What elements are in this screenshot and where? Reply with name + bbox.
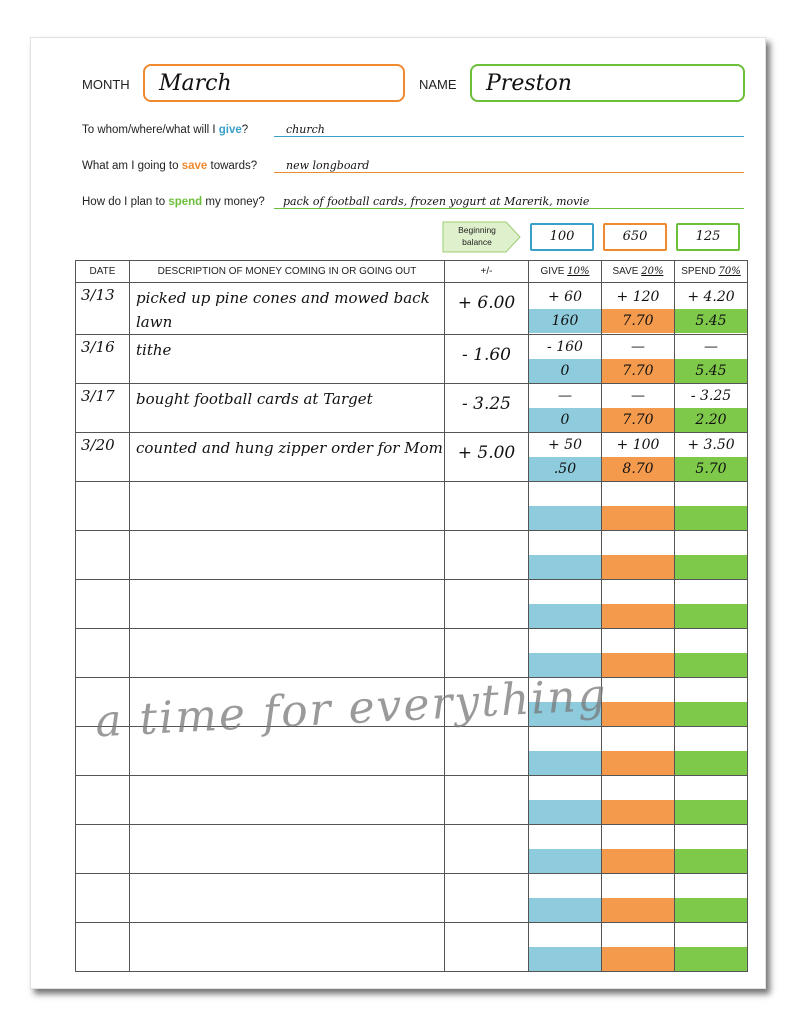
row-amount[interactable] [445, 629, 529, 678]
header-date: DATE [76, 261, 130, 283]
row-date[interactable]: 3/16 [76, 335, 130, 384]
spend-cell [675, 825, 748, 874]
spend-balance[interactable] [675, 506, 747, 530]
give-cell [529, 923, 602, 972]
header-give: GIVE 10% [529, 261, 602, 283]
save-change[interactable] [602, 580, 674, 604]
spend-change[interactable] [675, 531, 747, 555]
spend-cell [675, 874, 748, 923]
spend-balance[interactable] [675, 702, 747, 726]
give-cell [529, 482, 602, 531]
spend-balance[interactable] [675, 604, 747, 628]
give-balance[interactable]: 0 [529, 359, 601, 383]
spend-change[interactable] [675, 482, 747, 506]
save-change[interactable]: + 100 [616, 437, 660, 453]
save-balance[interactable] [602, 506, 674, 530]
save-balance[interactable] [602, 898, 674, 922]
save-balance[interactable] [602, 653, 674, 677]
table-row-empty [76, 531, 748, 580]
row-description[interactable]: picked up pine cones and mowed back lawn [130, 283, 445, 335]
spend-balance[interactable] [675, 751, 747, 775]
spend-question: How do I plan to spend my money? [82, 196, 265, 208]
give-change[interactable]: — [558, 388, 572, 404]
save-cell [602, 923, 675, 972]
spend-cell [675, 335, 748, 384]
save-cell [602, 335, 675, 384]
beginning-save[interactable]: 650 [603, 223, 667, 251]
save-line [274, 172, 744, 173]
row-date[interactable]: 3/13 [76, 283, 130, 335]
beginning-balance-label-2: balance [462, 237, 492, 247]
row-date[interactable] [76, 531, 130, 580]
row-description[interactable] [130, 874, 445, 923]
header-amount: +/- [445, 261, 529, 283]
spend-change[interactable] [675, 678, 747, 702]
table-row-empty [76, 629, 748, 678]
give-change[interactable]: - 160 [547, 339, 583, 355]
give-cell [529, 776, 602, 825]
give-balance[interactable]: 160 [529, 309, 601, 333]
give-balance[interactable] [529, 800, 601, 824]
give-cell [529, 727, 602, 776]
month-label: MONTH [82, 77, 130, 92]
give-cell [529, 825, 602, 874]
table-row-empty [76, 580, 748, 629]
header-description: DESCRIPTION OF MONEY COMING IN OR GOING OUT [130, 261, 445, 283]
save-change[interactable] [602, 531, 674, 555]
spend-cell [675, 678, 748, 727]
beginning-spend[interactable]: 125 [676, 223, 740, 251]
row-date[interactable]: 3/17 [76, 384, 130, 433]
month-value: March [159, 71, 232, 96]
save-cell [602, 384, 675, 433]
save-change[interactable] [602, 727, 674, 751]
spend-cell [675, 923, 748, 972]
row-amount[interactable] [445, 923, 529, 972]
table-row [76, 384, 748, 433]
spend-cell [675, 384, 748, 433]
ledger-header-row [76, 261, 748, 283]
save-change[interactable] [602, 482, 674, 506]
spend-change[interactable]: - 3.25 [690, 388, 732, 404]
save-balance[interactable] [602, 702, 674, 726]
spend-balance[interactable] [675, 849, 747, 873]
give-change[interactable] [529, 482, 601, 506]
beginning-balance-arrow [442, 221, 522, 253]
save-balance[interactable] [602, 849, 674, 873]
save-cell [602, 629, 675, 678]
save-question: What am I going to save towards? [82, 160, 258, 172]
row-amount[interactable] [445, 727, 529, 776]
give-change[interactable] [529, 531, 601, 555]
spend-balance[interactable]: 5.70 [675, 457, 747, 481]
row-description[interactable] [130, 629, 445, 678]
ledger-body [76, 283, 748, 972]
row-date[interactable] [76, 825, 130, 874]
save-balance[interactable]: 7.70 [602, 309, 674, 333]
spend-cell [675, 531, 748, 580]
give-line [274, 136, 744, 137]
save-change[interactable] [602, 923, 674, 947]
give-cell [529, 384, 602, 433]
row-amount[interactable]: - 3.25 [445, 384, 529, 433]
give-change[interactable] [529, 923, 601, 947]
give-change[interactable]: + 50 [548, 437, 582, 453]
save-cell [602, 433, 675, 482]
spend-change[interactable] [675, 923, 747, 947]
table-row [76, 433, 748, 482]
table-row-empty [76, 776, 748, 825]
row-amount[interactable] [445, 825, 529, 874]
give-balance[interactable] [529, 604, 601, 628]
spend-balance[interactable] [675, 653, 747, 677]
spend-change[interactable] [675, 580, 747, 604]
give-balance[interactable]: 0 [529, 408, 601, 432]
save-balance[interactable]: 7.70 [602, 408, 674, 432]
row-amount[interactable]: - 1.60 [445, 335, 529, 384]
save-cell [602, 580, 675, 629]
save-answer[interactable]: new longboard [286, 159, 370, 172]
give-balance[interactable] [529, 751, 601, 775]
spend-line [274, 208, 744, 209]
give-balance[interactable] [529, 947, 601, 971]
table-row [76, 283, 748, 335]
spend-cell [675, 580, 748, 629]
save-change[interactable] [602, 776, 674, 800]
save-balance[interactable] [602, 947, 674, 971]
table-row [76, 335, 748, 384]
row-amount[interactable]: + 5.00 [445, 433, 529, 482]
row-date[interactable] [76, 580, 130, 629]
give-cell [529, 335, 602, 384]
give-change[interactable] [529, 727, 601, 751]
month-field[interactable] [143, 64, 405, 102]
watermark: a time for everything [94, 669, 609, 748]
save-balance[interactable] [602, 555, 674, 579]
row-description[interactable]: counted and hung zipper order for Mom [130, 433, 445, 482]
give-change[interactable] [529, 629, 601, 653]
row-date[interactable] [76, 874, 130, 923]
table-row-empty [76, 923, 748, 972]
spend-balance[interactable]: 2.20 [675, 408, 747, 432]
give-change[interactable] [529, 874, 601, 898]
ledger-table [75, 260, 748, 972]
save-cell [602, 531, 675, 580]
give-change[interactable]: + 60 [548, 288, 582, 305]
save-balance[interactable]: 7.70 [602, 359, 674, 383]
spend-cell [675, 727, 748, 776]
row-description[interactable] [130, 531, 445, 580]
row-description[interactable] [130, 580, 445, 629]
save-cell [602, 874, 675, 923]
row-amount[interactable]: + 6.00 [445, 283, 529, 335]
table-row-empty [76, 482, 748, 531]
give-question: To whom/where/what will I give? [82, 124, 249, 136]
row-date[interactable] [76, 776, 130, 825]
give-change[interactable] [529, 776, 601, 800]
beginning-give[interactable]: 100 [530, 223, 594, 251]
spend-balance[interactable]: 5.45 [675, 309, 747, 333]
give-change[interactable] [529, 580, 601, 604]
give-cell [529, 283, 602, 335]
save-balance[interactable] [602, 604, 674, 628]
spend-balance[interactable] [675, 898, 747, 922]
spend-answer[interactable]: pack of football cards, frozen yogurt at Marerik, movie [283, 195, 590, 208]
spend-cell [675, 776, 748, 825]
save-cell [602, 678, 675, 727]
name-value: Preston [486, 71, 572, 96]
row-date[interactable] [76, 923, 130, 972]
row-description[interactable] [130, 482, 445, 531]
give-cell [529, 874, 602, 923]
save-change[interactable] [602, 825, 674, 849]
header-spend: SPEND 70% [675, 261, 748, 283]
table-row-empty [76, 874, 748, 923]
row-description[interactable] [130, 825, 445, 874]
give-cell [529, 580, 602, 629]
save-change[interactable] [602, 874, 674, 898]
save-cell [602, 825, 675, 874]
save-change[interactable]: — [631, 339, 645, 355]
give-cell [529, 531, 602, 580]
spend-change[interactable] [675, 629, 747, 653]
spend-change[interactable]: + 4.20 [687, 288, 735, 305]
spend-change[interactable] [675, 776, 747, 800]
spend-change[interactable]: + 3.50 [687, 437, 735, 453]
spend-cell [675, 283, 748, 335]
give-balance[interactable] [529, 849, 601, 873]
row-amount[interactable] [445, 531, 529, 580]
give-change[interactable] [529, 825, 601, 849]
spend-change[interactable] [675, 825, 747, 849]
save-balance[interactable] [602, 800, 674, 824]
save-balance[interactable] [602, 751, 674, 775]
save-change[interactable] [602, 629, 674, 653]
save-change[interactable]: — [631, 388, 645, 404]
row-date[interactable]: 3/20 [76, 433, 130, 482]
header-save: SAVE 20% [602, 261, 675, 283]
save-cell [602, 776, 675, 825]
row-description[interactable] [130, 923, 445, 972]
spend-balance[interactable] [675, 947, 747, 971]
give-balance[interactable]: .50 [529, 457, 601, 481]
spend-cell [675, 482, 748, 531]
row-description[interactable] [130, 776, 445, 825]
give-balance[interactable] [529, 506, 601, 530]
save-balance[interactable]: 8.70 [602, 457, 674, 481]
spend-cell [675, 433, 748, 482]
table-row-empty [76, 825, 748, 874]
save-cell [602, 283, 675, 335]
row-date[interactable] [76, 482, 130, 531]
row-amount[interactable] [445, 874, 529, 923]
row-date[interactable] [76, 629, 130, 678]
give-balance[interactable] [529, 555, 601, 579]
spend-change[interactable] [675, 727, 747, 751]
spend-change[interactable] [675, 874, 747, 898]
save-cell [602, 727, 675, 776]
save-change[interactable]: + 120 [616, 288, 660, 305]
give-answer[interactable]: church [286, 123, 325, 136]
beginning-balance-label-1: Beginning [458, 225, 496, 235]
row-amount[interactable] [445, 482, 529, 531]
row-description[interactable]: bought football cards at Target [130, 384, 445, 433]
give-cell [529, 433, 602, 482]
spend-change[interactable]: — [704, 339, 718, 355]
spend-balance[interactable] [675, 800, 747, 824]
name-label: NAME [419, 77, 457, 92]
give-balance[interactable] [529, 898, 601, 922]
spend-cell [675, 629, 748, 678]
spend-balance[interactable]: 5.45 [675, 359, 747, 383]
row-description[interactable]: tithe [130, 335, 445, 384]
save-change[interactable] [602, 678, 674, 702]
name-field[interactable] [470, 64, 745, 102]
save-cell [602, 482, 675, 531]
row-amount[interactable] [445, 580, 529, 629]
spend-balance[interactable] [675, 555, 747, 579]
row-amount[interactable] [445, 776, 529, 825]
